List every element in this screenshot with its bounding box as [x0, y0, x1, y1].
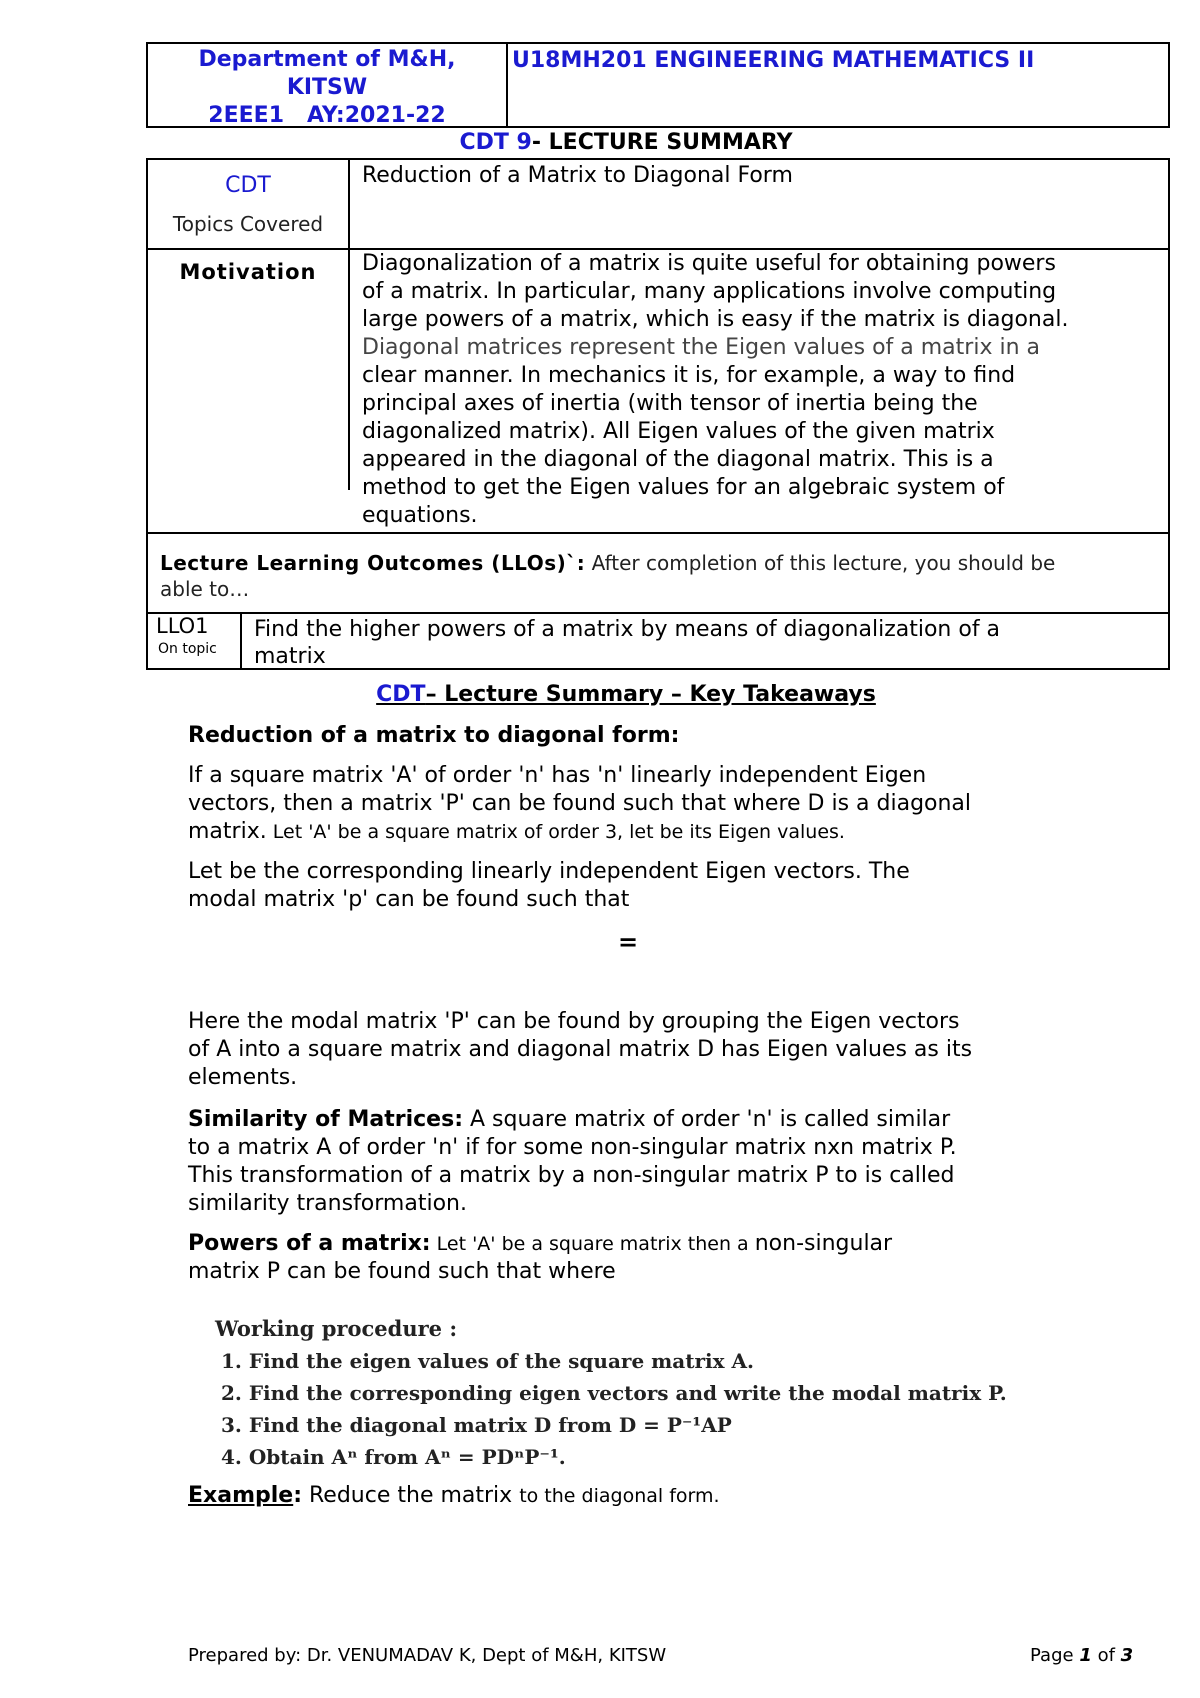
takeaways-title-text: – Lecture Summary – Key Takeaways	[425, 682, 876, 707]
llo-intro-text: After completion of this lecture, you should be	[591, 551, 1056, 575]
equals-sign: =	[618, 928, 639, 956]
takeaways-title	[0, 682, 1200, 707]
paragraph-diagonal-form	[188, 762, 1088, 846]
takeaways-cdt: CDT	[376, 682, 426, 707]
summary-title	[0, 130, 1200, 155]
paragraph-similarity	[188, 1106, 1088, 1218]
motivation-line: equations.	[362, 503, 478, 528]
llo-sub-label: On topic	[158, 641, 217, 657]
paragraph-eigen-vectors	[188, 858, 1088, 914]
department-block	[148, 44, 508, 126]
example-label: Example	[188, 1483, 294, 1508]
paragraph-powers	[188, 1230, 1088, 1286]
footer-page-number	[1030, 1645, 1133, 1666]
motivation-label: Motivation	[179, 260, 317, 284]
working-procedure-image	[215, 1313, 1007, 1483]
footer-prepared-by: Prepared by: Dr. VENUMADAV K, Dept of M&H, KITSW	[188, 1645, 667, 1666]
paragraph-line: vectors, then a matrix 'P' can be found such that where D is a diagonal	[188, 791, 972, 816]
paragraph-line: A square matrix of order 'n' is called similar	[463, 1107, 951, 1132]
motivation-line: of a matrix. In particular, many applications involve computing	[362, 279, 1057, 304]
example-text: Reduce the matrix	[302, 1483, 520, 1508]
paragraph-modal-matrix	[188, 1008, 1088, 1092]
llo-text-line: matrix	[254, 644, 326, 669]
motivation-line: diagonalized matrix). All Eigen values of the given matrix	[362, 419, 995, 444]
motivation-line: Diagonalization of a matrix is quite useful for obtaining powers	[362, 251, 1056, 276]
page-current: 1	[1079, 1645, 1092, 1666]
paragraph-line: non-singular	[754, 1231, 893, 1256]
similarity-heading: Similarity of Matrices:	[188, 1107, 463, 1132]
motivation-line: large powers of a matrix, which is easy if the matrix is diagonal.	[362, 307, 1069, 332]
paragraph-line: Here the modal matrix 'P' can be found by grouping the Eigen vectors	[188, 1009, 960, 1034]
lecture-summary-table	[146, 158, 1170, 670]
motivation-line: clear manner. In mechanics it is, for example, a way to find	[362, 363, 1016, 388]
llo-id: LLO1	[156, 614, 209, 638]
institute-name: KITSW	[286, 75, 368, 100]
paragraph-line: If a square matrix 'A' of order 'n' has 'n' linearly independent Eigen	[188, 763, 927, 788]
topic-text: Reduction of a Matrix to Diagonal Form	[362, 163, 793, 188]
paragraph-line: Let 'A' be a square matrix then a	[430, 1233, 755, 1255]
example-line	[188, 1482, 1088, 1510]
llo-text	[254, 616, 1154, 670]
course-title: U18MH201 ENGINEERING MATHEMATICS II	[512, 48, 1035, 73]
page-of: of	[1091, 1645, 1121, 1666]
motivation-line: method to get the Eigen values for an algebraic system of	[362, 475, 1005, 500]
procedure-step: 4. Obtain Aⁿ from Aⁿ = PDⁿP⁻¹.	[221, 1445, 566, 1469]
topics-covered-label: Topics Covered	[172, 212, 324, 236]
paragraph-line: elements.	[188, 1065, 298, 1090]
table-divider	[348, 160, 350, 490]
table-divider	[148, 532, 1168, 534]
header-box	[146, 42, 1170, 128]
cdt-label: CDT	[225, 173, 271, 198]
table-divider	[148, 612, 1168, 614]
procedure-step: 1. Find the eigen values of the square matrix A.	[221, 1349, 754, 1373]
paragraph-line: matrix.	[188, 819, 267, 844]
example-text: to the diagonal form.	[519, 1485, 720, 1507]
paragraph-line: matrix P can be found such that where	[188, 1259, 616, 1284]
page-label: Page	[1030, 1645, 1080, 1666]
paragraph-line: Let 'A' be a square matrix of order 3, let be its Eigen values.	[266, 821, 845, 843]
motivation-line: appeared in the diagonal of the diagonal matrix. This is a	[362, 447, 994, 472]
llo-intro	[160, 550, 1160, 602]
motivation-line: principal axes of inertia (with tensor of inertia being the	[362, 391, 978, 416]
procedure-step: 2. Find the corresponding eigen vectors and write the modal matrix P.	[221, 1381, 1007, 1405]
llo-heading: Lecture Learning Outcomes (LLOs)`:	[160, 551, 586, 575]
procedure-title: Working procedure :	[215, 1316, 458, 1341]
motivation-text	[362, 250, 1162, 530]
section-heading: Reduction of a matrix to diagonal form:	[188, 723, 680, 748]
paragraph-line: Let be the corresponding linearly independent Eigen vectors. The	[188, 859, 910, 884]
paragraph-line: similarity transformation.	[188, 1191, 467, 1216]
page-total: 3	[1120, 1645, 1134, 1666]
class-year: 2EEE1 AY:2021-22	[208, 103, 446, 128]
summary-label: - LECTURE SUMMARY	[531, 130, 793, 155]
paragraph-line: of A into a square matrix and diagonal matrix D has Eigen values as its	[188, 1037, 973, 1062]
paragraph-line: modal matrix 'p' can be found such that	[188, 887, 630, 912]
paragraph-line: This transformation of a matrix by a non-singular matrix P to is called	[188, 1163, 955, 1188]
procedure-step: 3. Find the diagonal matrix D from D = P⁻¹AP	[221, 1413, 732, 1437]
cdt-number: CDT 9	[459, 130, 532, 155]
table-divider	[240, 612, 242, 670]
llo-intro-text-2: able to…	[160, 577, 250, 601]
paragraph-line: to a matrix A of order 'n' if for some non-singular matrix nxn matrix P.	[188, 1135, 957, 1160]
department-name: Department of M&H,	[198, 47, 456, 72]
motivation-line: Diagonal matrices represent the Eigen values of a matrix in a	[362, 335, 1040, 360]
powers-heading: Powers of a matrix:	[188, 1231, 431, 1256]
llo-text-line: Find the higher powers of a matrix by means of diagonalization of a	[254, 617, 1001, 642]
example-colon: :	[293, 1483, 303, 1508]
